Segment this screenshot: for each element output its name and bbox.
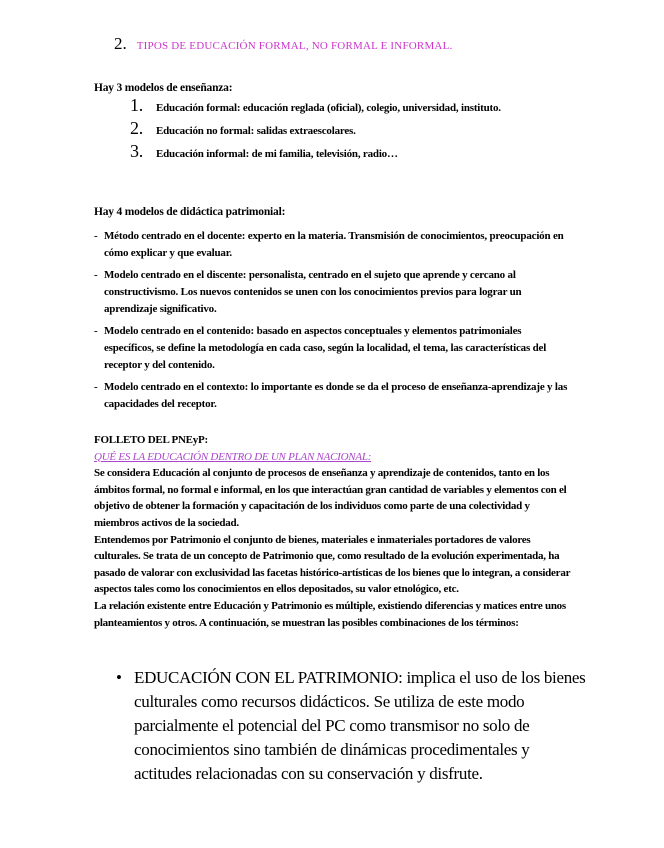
didactics-list-item: - Modelo centrado en el discente: personalista, centrado en el sujeto que aprende y cercano al constructivismo. Los nuevos contenidos se unen con los conocimientos previos para lograr un aprendizaje significativo. — [94, 269, 522, 315]
list-number: 1. — [130, 95, 144, 115]
section-number: 2. — [114, 34, 127, 53]
list-text: Educación formal: educación reglada (oficial), colegio, universidad, instituto. — [156, 102, 501, 114]
folleto-subheading: QUÉ ES LA EDUCACIÓN DENTRO DE UN PLAN NACIONAL: — [94, 450, 372, 463]
didactics-list-item: - Modelo centrado en el contexto: lo importante es donde se da el proceso de enseñanza-aprendizaje y las capacidades del receptor. — [94, 381, 568, 410]
didactics-list-item: - Método centrado en el docente: experto en la materia. Transmisión de conocimientos, preocupación en cómo explicar y que evaluar. — [94, 230, 564, 259]
folleto-paragraph: Entendemos por Patrimonio el conjunto de bienes, materiales e inmateriales portadores de valores culturales. Se trata de un concepto de Patrimonio que, como resultado de la evolución experimentada, ha pasado de valorar con exclusividad las facetas histórico-artísticas de los bienes que lo integran, a considerar aspectos tales como los conocimientos en ellos depositados, su valor etnológico, etc. — [94, 533, 570, 596]
models-list-item — [130, 118, 550, 140]
list-text: Educación no formal: salidas extraescolares. — [156, 125, 356, 137]
didactics-list — [94, 228, 570, 418]
folleto-heading: FOLLETO DEL PNEyP: — [94, 434, 208, 446]
folleto-section — [94, 432, 570, 631]
folleto-paragraph: La relación existente entre Educación y Patrimonio es múltiple, existiendo diferencias y matices entre unos planteamientos y otros. A continuación, se muestran las posibles combinaciones de los términos: — [94, 599, 566, 629]
section-heading — [114, 34, 452, 54]
bullet-text: EDUCACIÓN CON EL PATRIMONIO: implica el uso de los bienes culturales como recursos didácticos. Se utiliza de este modo parcialmente el potencial del PC como transmisor no solo de conocimientos sino también de dinámicas procedimentales y actitudes relacionadas con su conservación y disfrute. — [134, 668, 586, 783]
didactics-item-text: Modelo centrado en el contexto: lo importante es donde se da el proceso de enseñanza-aprendizaje y las capacidades del receptor. — [104, 381, 568, 410]
didactics-item-text: Modelo centrado en el contenido: basado en aspectos conceptuales y elementos patrimoniales específicos, se define la metodología en cada caso, según la localidad, el tema, las características del receptor y del contenido. — [104, 325, 547, 371]
folleto-paragraph: Se considera Educación al conjunto de procesos de enseñanza y aprendizaje de contenidos, tanto en los ámbitos formal, no formal e informal, en los que interactúan gran cantidad de variables y elementos con el objetivo de obtener la formación y capacitación de los individuos como parte de una colectividad y miembros activos de la sociedad. — [94, 467, 567, 529]
list-number: 2. — [130, 118, 144, 138]
didactics-list-item: - Modelo centrado en el contenido: basado en aspectos conceptuales y elementos patrimoniales específicos, se define la metodología en cada caso, según la localidad, el tema, las características del receptor y del contenido. — [94, 325, 547, 371]
didactics-item-text: Modelo centrado en el discente: personalista, centrado en el sujeto que aprende y cercano al constructivismo. Los nuevos contenidos se unen con los conocimientos previos para lograr un aprendizaje significativo. — [104, 269, 522, 315]
didactics-intro: Hay 4 modelos de didáctica patrimonial: — [94, 206, 286, 218]
models-list — [130, 95, 550, 163]
models-list-item — [130, 141, 550, 163]
models-intro: Hay 3 modelos de enseñanza: — [94, 82, 233, 94]
didactics-item-text: Método centrado en el docente: experto en la materia. Transmisión de conocimientos, preocupación en cómo explicar y que evaluar. — [104, 230, 564, 259]
list-text: Educación informal: de mi familia, televisión, radio… — [156, 148, 398, 160]
section-title: TIPOS DE EDUCACIÓN FORMAL, NO FORMAL E INFORMAL. — [136, 40, 453, 52]
bullet-icon: • — [116, 668, 122, 687]
models-list-item — [130, 95, 550, 117]
bullet-item — [116, 666, 586, 786]
list-number: 3. — [130, 141, 144, 161]
